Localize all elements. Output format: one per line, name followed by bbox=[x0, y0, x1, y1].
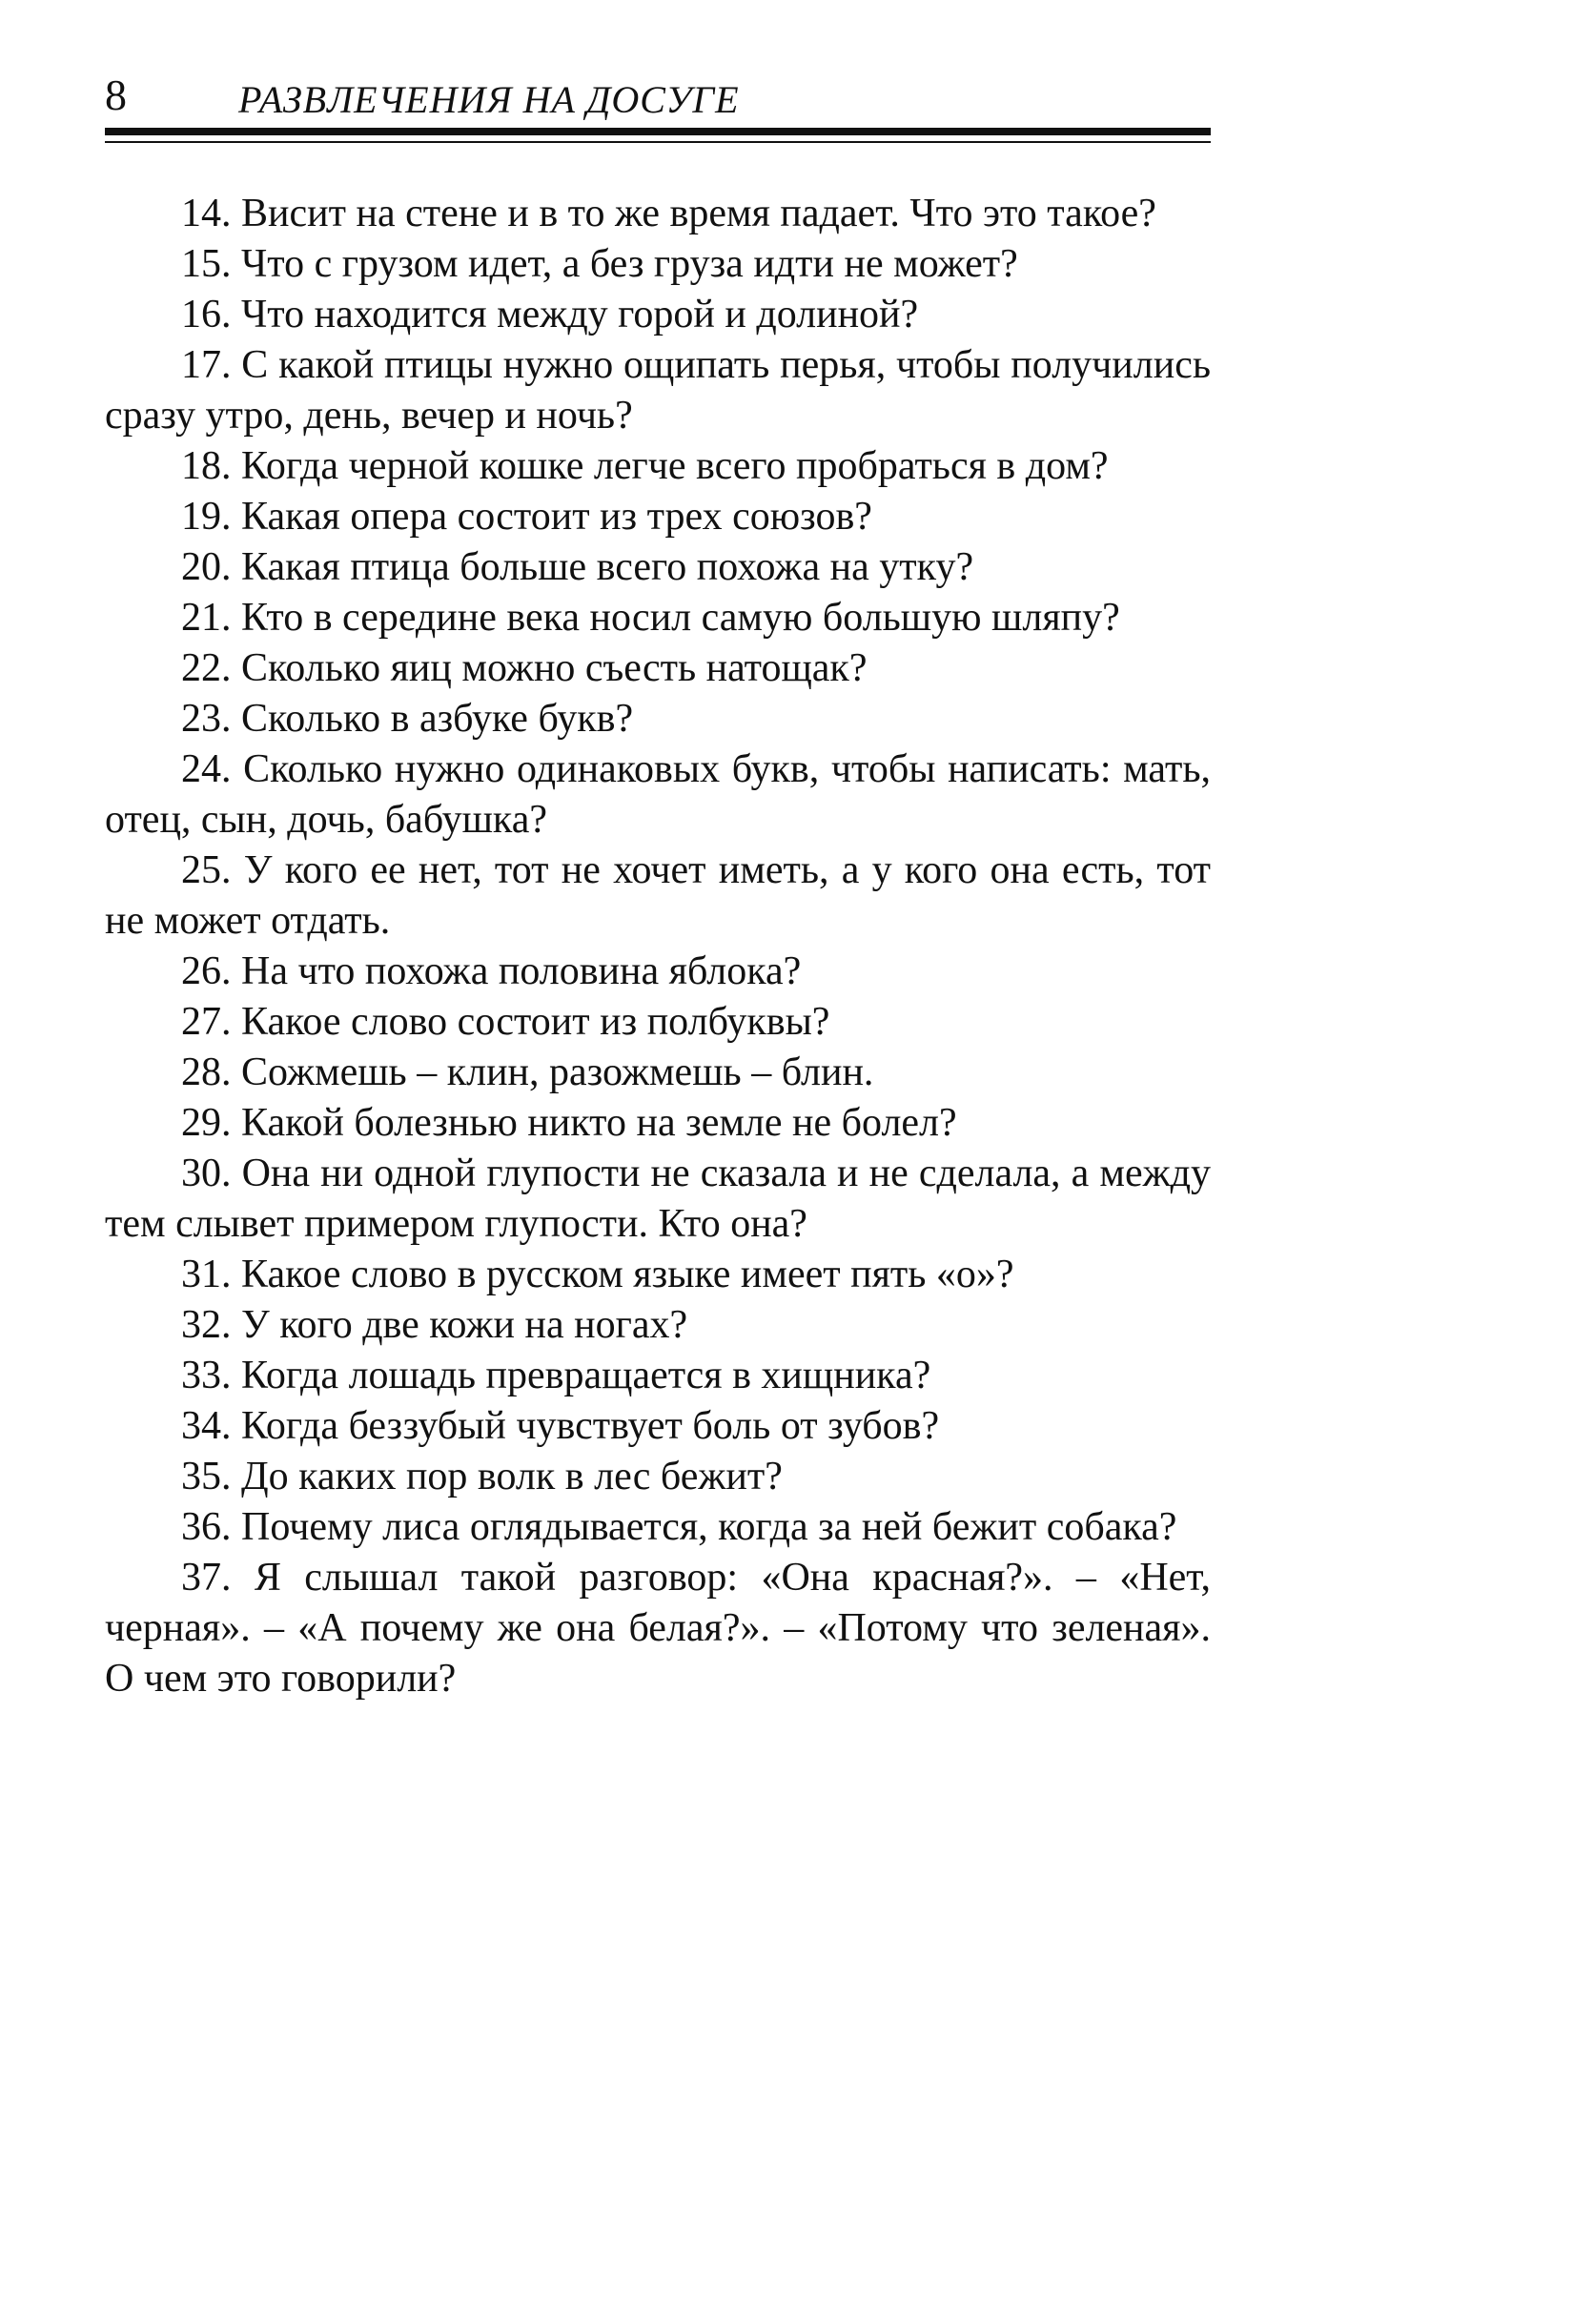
running-title: РАЗВЛЕЧЕНИЯ НА ДОСУГЕ bbox=[238, 78, 740, 121]
riddle-list bbox=[105, 189, 1211, 1704]
riddle-15: 15. Что с грузом идет, а без груза идти не может? bbox=[181, 242, 1018, 286]
riddle-34: 34. Когда беззубый чувствует боль от зубов? bbox=[181, 1404, 940, 1448]
riddle-17: 17. С какой птицы нужно ощипать перья, чтобы получились сразу утро, день, вечер и ночь? bbox=[105, 343, 1211, 438]
riddle-33: 33. Когда лошадь превращается в хищника? bbox=[181, 1354, 931, 1397]
riddle-26: 26. На что похожа половина яблока? bbox=[181, 949, 802, 993]
riddle-31: 31. Какое слово в русском языке имеет пять «о»? bbox=[181, 1253, 1014, 1296]
riddle-23: 23. Сколько в азбуке букв? bbox=[181, 697, 634, 741]
riddle-32: 32. У кого две кожи на ногах? bbox=[181, 1303, 688, 1347]
page-header bbox=[105, 69, 1211, 154]
riddle-21: 21. Кто в середине века носил самую большую шляпу? bbox=[181, 596, 1120, 640]
riddle-37: 37. Я слышал такой разговор: «Она красная?». – «Нет, черная». – «А почему же она белая?». – «Потому что зеленая». О чем это говорили? bbox=[105, 1556, 1211, 1701]
header-rule-thick bbox=[105, 128, 1211, 135]
riddle-18: 18. Когда черной кошке легче всего пробраться в дом? bbox=[181, 444, 1109, 488]
header-rule-thin bbox=[105, 141, 1211, 143]
riddle-20: 20. Какая птица больше всего похожа на утку? bbox=[181, 545, 974, 589]
page-number: 8 bbox=[105, 71, 127, 119]
riddle-22: 22. Сколько яиц можно съесть натощак? bbox=[181, 646, 868, 690]
riddle-35: 35. До каких пор волк в лес бежит? bbox=[181, 1455, 783, 1498]
riddle-36: 36. Почему лиса оглядывается, когда за ней бежит собака? bbox=[181, 1505, 1177, 1549]
riddle-14: 14. Висит на стене и в то же время падает. Что это такое? bbox=[181, 192, 1156, 235]
riddle-19: 19. Какая опера состоит из трех союзов? bbox=[181, 495, 872, 539]
riddle-28: 28. Сожмешь – клин, разожмешь – блин. bbox=[181, 1050, 874, 1094]
riddle-30: 30. Она ни одной глупости не сказала и не сделала, а между тем слывет примером глупости. Кто она? bbox=[105, 1152, 1211, 1246]
riddle-29: 29. Какой болезнью никто на земле не болел? bbox=[181, 1101, 957, 1145]
riddle-25: 25. У кого ее нет, тот не хочет иметь, а у кого она есть, тот не может отдать. bbox=[105, 848, 1211, 943]
riddle-16: 16. Что находится между горой и долиной? bbox=[181, 293, 919, 336]
riddle-27: 27. Какое слово состоит из полбуквы? bbox=[181, 1000, 830, 1044]
riddle-24: 24. Сколько нужно одинаковых букв, чтобы написать: мать, отец, сын, дочь, бабушка? bbox=[105, 747, 1211, 842]
